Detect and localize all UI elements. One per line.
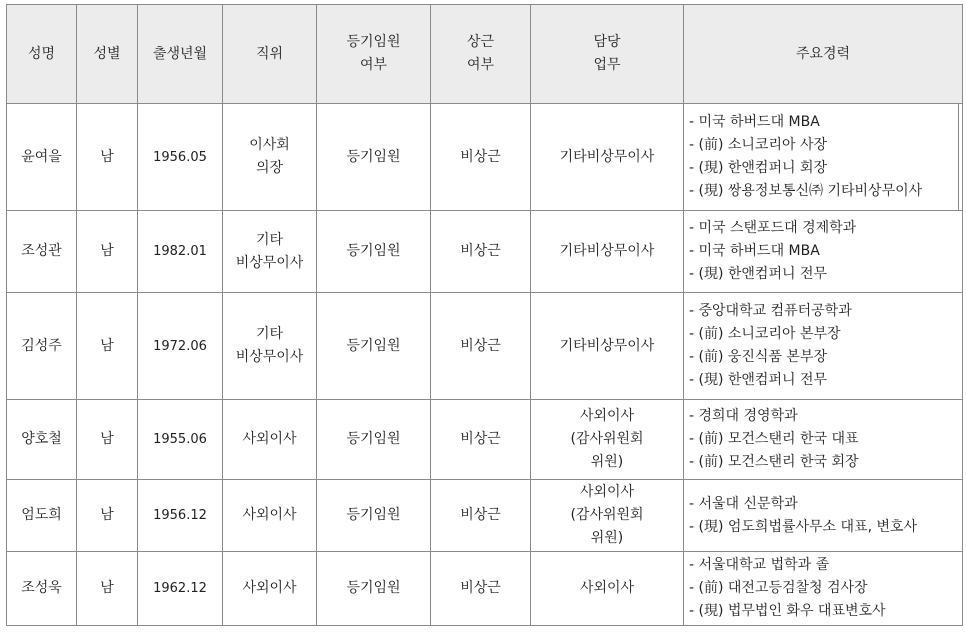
cell-name: 엄도희 — [7, 480, 77, 552]
cell-gender: 남 — [77, 104, 138, 211]
cell-registered: 등기임원 — [317, 211, 431, 293]
cell-birth: 1972.06 — [138, 293, 223, 400]
header-birth: 출생년월 — [138, 5, 223, 104]
cell-gender: 남 — [77, 211, 138, 293]
cell-birth: 1955.06 — [138, 400, 223, 480]
cell-fulltime: 비상근 — [431, 552, 531, 626]
cell-career: - 서울대 신문학과 - (現) 엄도희법률사무소 대표, 변호사 — [684, 480, 963, 552]
cell-position: 기타 비상무이사 — [223, 293, 317, 400]
executive-table — [6, 4, 963, 626]
cell-fulltime: 비상근 — [431, 400, 531, 480]
cell-career: - 서울대학교 법학과 졸 - (前) 대전고등검찰청 검사장 - (現) 법무법인 화우 대표변호사 — [684, 552, 963, 626]
table-row — [7, 104, 963, 211]
cell-name: 윤여을 — [7, 104, 77, 211]
table-row — [7, 400, 963, 480]
cell-birth: 1956.05 — [138, 104, 223, 211]
cell-career: - 중앙대학교 컴퓨터공학과 - (前) 소니코리아 본부장 - (前) 웅진식품 본부장 - (現) 한앤컴퍼니 전무 — [684, 293, 963, 400]
cell-fulltime: 비상근 — [431, 211, 531, 293]
header-fulltime: 상근 여부 — [431, 5, 531, 104]
cell-duty: 기타비상무이사 — [531, 104, 684, 211]
table-row — [7, 293, 963, 400]
cell-name: 조성관 — [7, 211, 77, 293]
cell-duty: 기타비상무이사 — [531, 293, 684, 400]
header-gender: 성별 — [77, 5, 138, 104]
cell-registered: 등기임원 — [317, 293, 431, 400]
cell-registered: 등기임원 — [317, 552, 431, 626]
cell-gender: 남 — [77, 400, 138, 480]
cell-gender: 남 — [77, 480, 138, 552]
cell-birth: 1962.12 — [138, 552, 223, 626]
table-row — [7, 211, 963, 293]
header-position: 직위 — [223, 5, 317, 104]
header-career: 주요경력 — [684, 5, 963, 104]
cell-duty: 사외이사 — [531, 552, 684, 626]
cell-fulltime: 비상근 — [431, 293, 531, 400]
table-row — [7, 552, 963, 626]
table-row — [7, 480, 963, 552]
cell-name: 김성주 — [7, 293, 77, 400]
cell-duty: 사외이사 (감사위원회 위원) — [531, 480, 684, 552]
cell-gender: 남 — [77, 293, 138, 400]
cell-duty: 기타비상무이사 — [531, 211, 684, 293]
cell-duty: 사외이사 (감사위원회 위원) — [531, 400, 684, 480]
cell-career: - 미국 하버드대 MBA - (前) 소니코리아 사장 - (現) 한앤컴퍼니 회장 - (現) 쌍용정보통신㈜ 기타비상무이사 — [684, 104, 963, 211]
cell-fulltime: 비상근 — [431, 104, 531, 211]
cell-position: 사외이사 — [223, 552, 317, 626]
cell-name: 조성욱 — [7, 552, 77, 626]
cell-name: 양호철 — [7, 400, 77, 480]
cell-birth: 1982.01 — [138, 211, 223, 293]
cell-position: 기타 비상무이사 — [223, 211, 317, 293]
cell-gender: 남 — [77, 552, 138, 626]
header-name: 성명 — [7, 5, 77, 104]
cell-position: 이사회 의장 — [223, 104, 317, 211]
cell-birth: 1956.12 — [138, 480, 223, 552]
cell-registered: 등기임원 — [317, 104, 431, 211]
header-duty: 담당 업무 — [531, 5, 684, 104]
cell-registered: 등기임원 — [317, 480, 431, 552]
cell-career: - 경희대 경영학과 - (前) 모건스탠리 한국 대표 - (前) 모건스탠리 한국 회장 — [684, 400, 963, 480]
cell-position: 사외이사 — [223, 480, 317, 552]
header-registered: 등기임원 여부 — [317, 5, 431, 104]
cell-career: - 미국 스탠포드대 경제학과 - 미국 하버드대 MBA - (現) 한앤컴퍼니 전무 — [684, 211, 963, 293]
cell-position: 사외이사 — [223, 400, 317, 480]
header-row — [7, 5, 963, 104]
cell-registered: 등기임원 — [317, 400, 431, 480]
cell-fulltime: 비상근 — [431, 480, 531, 552]
